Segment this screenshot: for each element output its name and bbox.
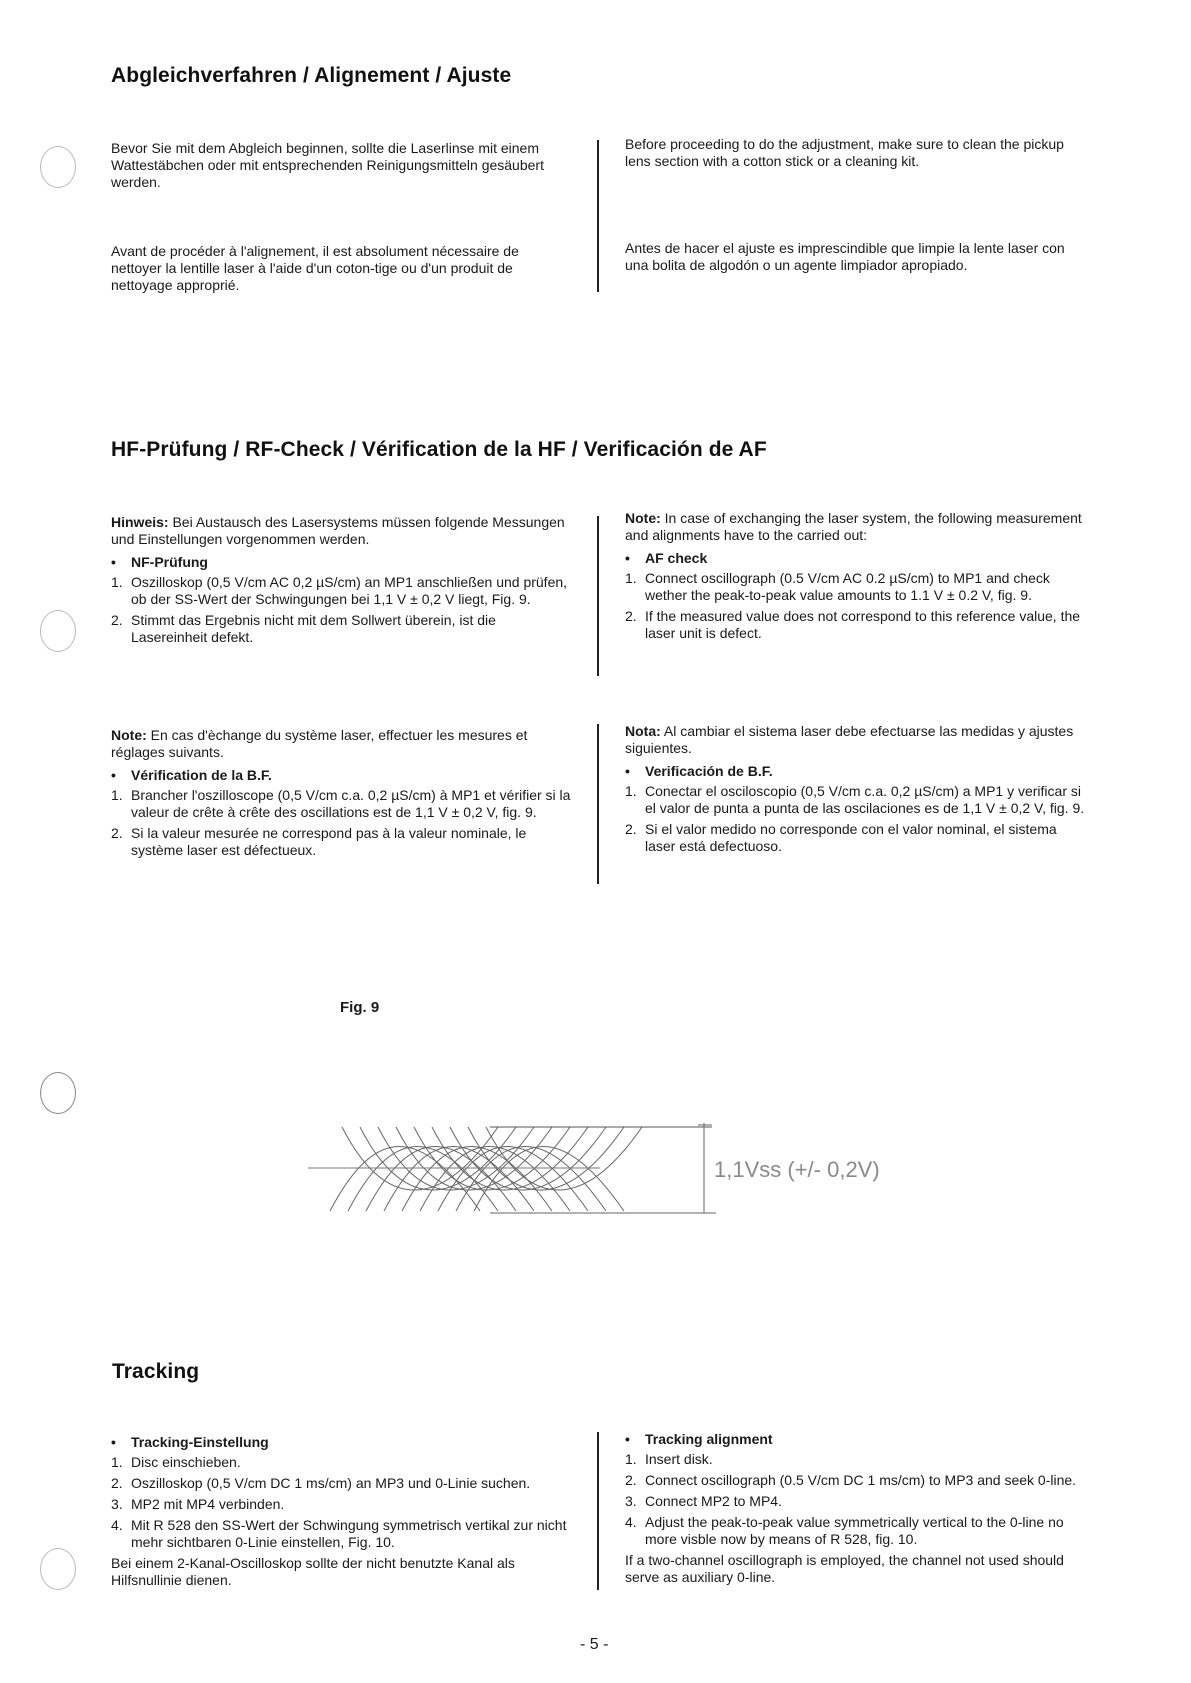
rf-es-steps <box>625 783 1085 855</box>
step-text: Disc einschieben. <box>131 1454 241 1470</box>
align-de-text <box>111 140 571 191</box>
step-text: Brancher l'oszilloscope (0,5 V/cm c.a. 0,2 µS/cm) à MP1 et vérifier si la valeur de crête à crête des oscillations est de 1,1 V ± 0,2 V, fig. 9. <box>131 787 571 820</box>
step-number: 1. <box>111 787 123 803</box>
rf-en-bullet: • AF check <box>625 550 1085 567</box>
step-number: 1. <box>625 570 637 586</box>
section-title-rf-check: HF-Prüfung / RF-Check / Vérification de la HF / Verificación de AF <box>111 438 767 461</box>
step-text: Oszilloskop (0,5 V/cm AC 0,2 µS/cm) an MP1 anschließen und prüfen, ob der SS-Wert der Schwingungen bei 1,1 V ± 0,2 V liegt, Fig. 9. <box>131 574 568 607</box>
align-en-paragraph: Before proceeding to do the adjustment, make sure to clean the pickup lens section with a cotton stick or a cleaning kit. <box>625 136 1064 169</box>
tracking-de-steps <box>111 1454 571 1551</box>
column-divider <box>597 724 599 884</box>
list-item <box>111 1496 571 1513</box>
tracking-en-block <box>625 1425 1085 1586</box>
align-de-paragraph: Bevor Sie mit dem Abgleich beginnen, sollte die Laserlinse mit einem Wattestäbchen oder mit entsprechenden Reinigungsmitteln gesäubert werden. <box>111 140 544 190</box>
column-divider <box>597 516 599 676</box>
align-es-text <box>625 240 1085 274</box>
section-title-alignment: Abgleichverfahren / Alignement / Ajuste <box>111 64 512 87</box>
rf-en-block <box>625 510 1085 646</box>
list-item <box>111 1454 571 1471</box>
step-text: Mit R 528 den SS-Wert der Schwingung symmetrisch vertikal zur nicht mehr sichtbaren 0-Linie einstellen, Fig. 10. <box>131 1517 567 1550</box>
list-item <box>625 1514 1085 1548</box>
list-item <box>111 1517 571 1551</box>
step-text: Adjust the peak-to-peak value symmetrically vertical to the 0-line no more visble now by means of R 528, fig. 10. <box>645 1514 1064 1547</box>
step-text: Connect oscillograph (0.5 V/cm AC 0.2 µS/cm) to MP1 and check wether the peak-to-peak value amounts to 1.1 V ± 0.2 V, fig. 9. <box>645 570 1050 603</box>
step-number: 2. <box>625 1472 637 1488</box>
step-number: 1. <box>625 783 637 799</box>
step-number: 1. <box>111 1454 123 1470</box>
rf-fr-block <box>111 727 571 863</box>
step-number: 2. <box>111 825 123 841</box>
tracking-de-footer: Bei einem 2-Kanal-Oscilloskop sollte der nicht benutzte Kanal als Hilfsnullinie dienen. <box>111 1555 515 1588</box>
rf-en-note: In case of exchanging the laser system, the following measurement and alignments have to the carried out: <box>625 510 1082 543</box>
step-number: 1. <box>625 1451 637 1467</box>
rf-de-note-label: Hinweis: <box>111 514 169 530</box>
list-item <box>625 608 1085 642</box>
rf-de-block <box>111 514 571 650</box>
punch-hole <box>40 1548 76 1590</box>
list-item <box>111 1475 571 1492</box>
amplitude-label: 1,1Vss (+/- 0,2V) <box>714 1157 880 1182</box>
step-number: 3. <box>111 1496 123 1512</box>
page-number: - 5 - <box>580 1636 609 1653</box>
list-item <box>111 574 571 608</box>
figure-caption: Fig. 9 <box>340 999 380 1016</box>
align-en-text <box>625 136 1085 170</box>
rf-de-note: Bei Austausch des Lasersystems müssen folgende Messungen und Einstellungen vorgenommen werden. <box>111 514 565 547</box>
punch-hole <box>40 1072 76 1114</box>
step-text: Si el valor medido no corresponde con el valor nominal, el sistema laser está defectuoso. <box>645 821 1057 854</box>
list-item <box>625 821 1085 855</box>
step-text: Connect oscillograph (0.5 V/cm DC 1 ms/cm) to MP3 and seek 0-line. <box>645 1472 1077 1488</box>
rf-es-block <box>625 723 1085 859</box>
list-item <box>625 783 1085 817</box>
step-number: 1. <box>111 574 123 590</box>
list-item <box>625 1472 1085 1489</box>
rf-fr-steps <box>111 787 571 859</box>
align-es-paragraph: Antes de hacer el ajuste es imprescindible que limpie la lente laser con una bolita de algodón o un agente limpiador apropiado. <box>625 240 1065 273</box>
list-item <box>625 1493 1085 1510</box>
rf-en-steps <box>625 570 1085 642</box>
step-number: 4. <box>625 1514 637 1530</box>
tracking-de-bullet: • Tracking-Einstellung <box>111 1434 571 1451</box>
rf-es-bullet: • Verificación de B.F. <box>625 763 1085 780</box>
align-fr-paragraph: Avant de procéder à l'alignement, il est absolument nécessaire de nettoyer la lentille laser à l'aide d'un coton-tige ou d'un produit de nettoyage approprié. <box>111 243 519 293</box>
step-text: MP2 mit MP4 verbinden. <box>131 1496 285 1512</box>
section-title-tracking: Tracking <box>112 1360 200 1383</box>
rf-fr-bullet: • Vérification de la B.F. <box>111 767 571 784</box>
punch-hole <box>40 146 76 188</box>
rf-de-steps <box>111 574 571 646</box>
step-text: Si la valeur mesurée ne correspond pas à la valeur nominale, le système laser est défectueux. <box>131 825 527 858</box>
step-number: 2. <box>625 821 637 837</box>
list-item <box>111 612 571 646</box>
punch-hole <box>40 610 76 652</box>
column-divider <box>597 140 599 292</box>
list-item <box>625 1451 1085 1468</box>
list-item <box>111 787 571 821</box>
step-text: Oszilloskop (0,5 V/cm DC 1 ms/cm) an MP3 und 0-Linie suchen. <box>131 1475 531 1491</box>
list-item <box>625 570 1085 604</box>
step-text: Stimmt das Ergebnis nicht mit dem Sollwert überein, ist die Lasereinheit defekt. <box>131 612 496 645</box>
rf-fr-note: En cas d'èchange du système laser, effectuer les mesures et réglages suivants. <box>111 727 528 760</box>
column-divider <box>597 1432 599 1590</box>
step-text: If the measured value does not correspond to this reference value, the laser unit is defect. <box>645 608 1081 641</box>
step-number: 4. <box>111 1517 123 1533</box>
oscilloscope-waveform-figure <box>300 1115 920 1225</box>
step-number: 2. <box>625 608 637 624</box>
step-number: 2. <box>111 1475 123 1491</box>
align-fr-text <box>111 243 571 294</box>
step-text: Insert disk. <box>645 1451 713 1467</box>
list-item <box>111 825 571 859</box>
step-number: 3. <box>625 1493 637 1509</box>
rf-fr-note-label: Note: <box>111 727 147 743</box>
step-number: 2. <box>111 612 123 628</box>
rf-en-note-label: Note: <box>625 510 661 526</box>
tracking-en-footer: If a two-channel oscillograph is employed, the channel not used should serve as auxiliary 0-line. <box>625 1552 1064 1585</box>
tracking-en-bullet: • Tracking alignment <box>625 1431 1085 1448</box>
rf-es-note-label: Nota: <box>625 723 661 739</box>
tracking-de-block <box>111 1428 571 1589</box>
rf-de-bullet: • NF-Prüfung <box>111 554 571 571</box>
step-text: Conectar el osciloscopio (0,5 V/cm c.a. 0,2 µS/cm) a MP1 y verificar si el valor de punta a punta de las oscilaciones es de 1,1 V ± 0,2 V, fig. 9. <box>645 783 1085 816</box>
tracking-en-steps <box>625 1451 1085 1548</box>
step-text: Connect MP2 to MP4. <box>645 1493 782 1509</box>
rf-es-note: Al cambiar el sistema laser debe efectuarse las medidas y ajustes siguientes. <box>625 723 1074 756</box>
